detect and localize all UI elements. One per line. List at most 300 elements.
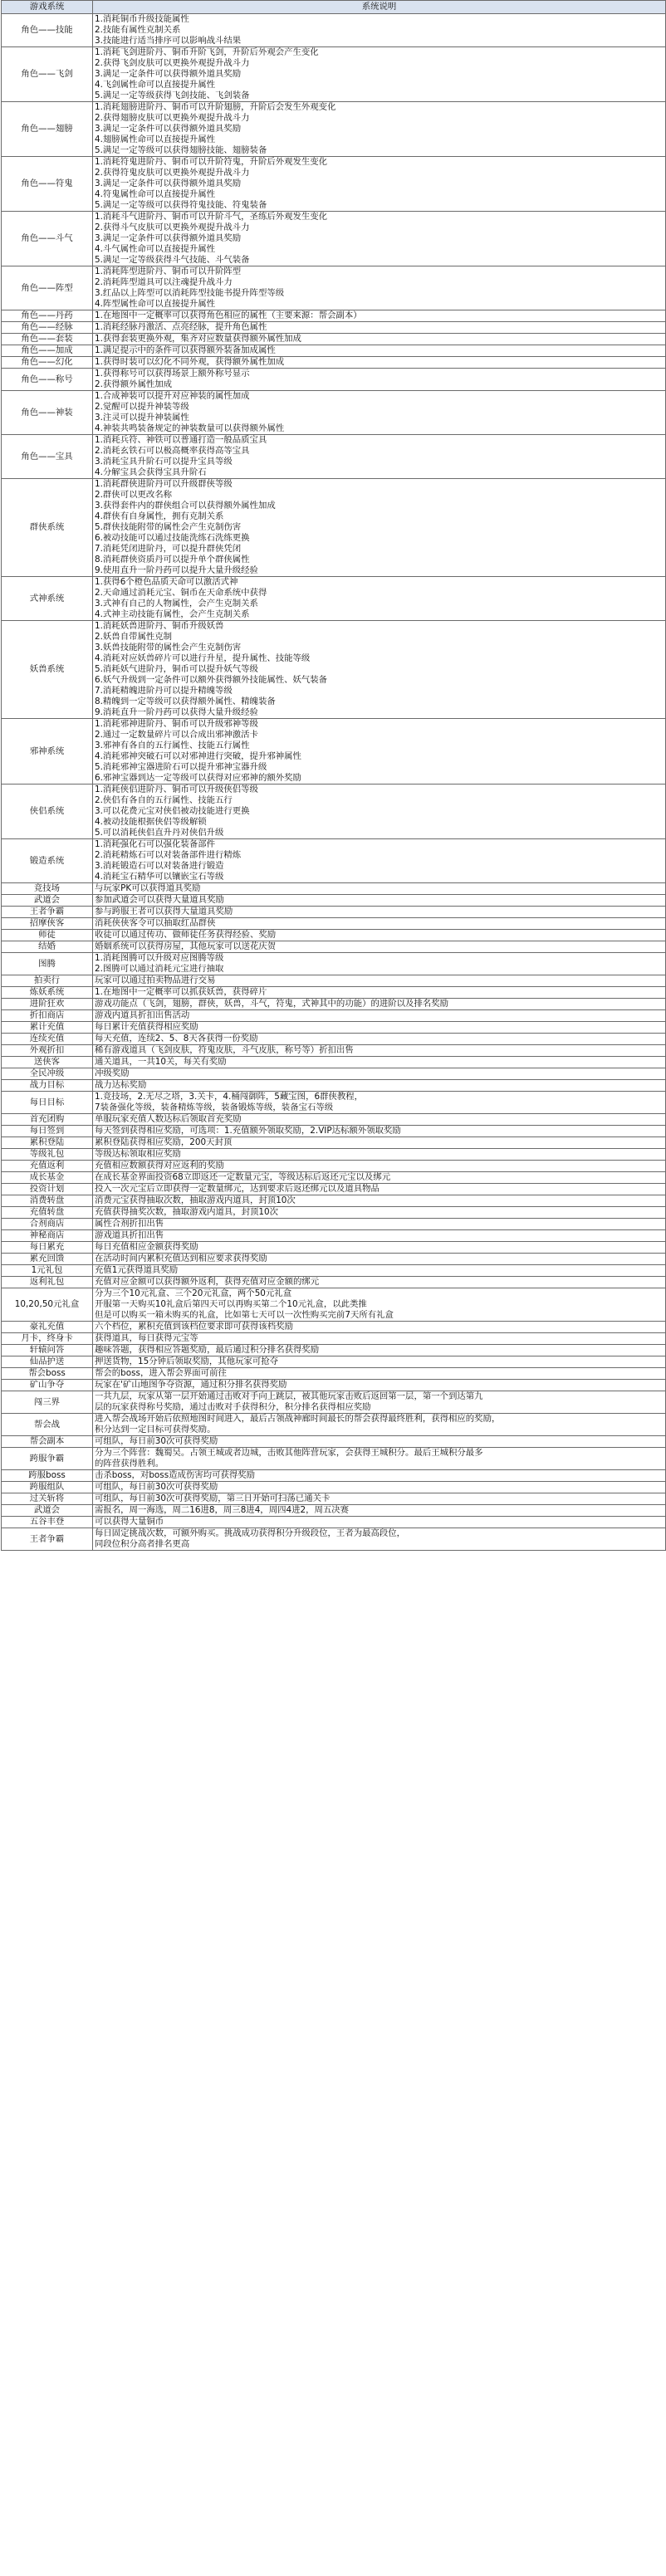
description-line: 3.满足一定条件可以获得额外道具奖励 [95, 178, 242, 188]
table-row [2, 1068, 666, 1080]
description-line: 1.消耗侠侣进阶丹、铜币可以升级侠侣等级 [95, 785, 258, 794]
description-line: 3.满足一定条件可以获得额外道具奖励 [95, 233, 242, 243]
description-line: 3.消耗宝具升阶石可以提升宝具等级 [95, 457, 233, 467]
description-line: 属性合剂折扣出售 [95, 1219, 164, 1229]
table-row [2, 1207, 666, 1219]
description-line: 4.神装共鸣装备规定的神装数量可以获得额外属性 [95, 423, 285, 433]
description-line: 1.消耗群侠进阶丹可以升级群侠等级 [95, 479, 233, 489]
table-row [2, 391, 666, 435]
description-line: 4.飞剑属性命可以直接提升属性 [95, 80, 215, 90]
system-name-cell: 群侠系统 [2, 479, 93, 577]
description-line: 3.可以花费元宝对侠侣被动技能进行更换 [95, 806, 250, 816]
table-row [2, 930, 666, 941]
system-description-cell [93, 930, 666, 941]
system-name-cell: 月卡，终身卡 [2, 1333, 93, 1345]
system-name-cell: 过关斩将 [2, 1493, 93, 1505]
system-description-cell [93, 975, 666, 987]
description-line: 稀有游戏道具（飞剑皮肤，符鬼皮肤，斗气皮肤，称号等）折扣出售 [95, 1045, 354, 1055]
table-row [2, 785, 666, 839]
system-description-cell [93, 1414, 666, 1436]
system-description-cell [93, 1265, 666, 1277]
system-name-cell: 侠侣系统 [2, 785, 93, 839]
description-line: 2.获得翅膀皮肤可以更换外观提升战斗力 [95, 113, 250, 123]
system-name-cell: 连续充值 [2, 1034, 93, 1045]
table-row [2, 1242, 666, 1254]
system-description-cell [93, 322, 666, 334]
system-description-cell [93, 1034, 666, 1045]
system-name-cell: 角色——翅膀 [2, 102, 93, 157]
system-description-cell [93, 1333, 666, 1345]
system-name-cell: 每日目标 [2, 1092, 93, 1114]
description-line: 1.获得称号可以获得场景上额外称号显示 [95, 369, 250, 379]
system-name-cell: 跨服boss [2, 1470, 93, 1482]
table-row [2, 1322, 666, 1333]
description-line: 1.消耗符鬼进阶丹、铜币可以升阶符鬼，升阶后外观发生变化 [95, 157, 328, 167]
description-line: 押送货物，15分钟后领取奖励，其他玩家可抢夺 [95, 1356, 279, 1366]
system-description-cell [93, 1080, 666, 1092]
description-line: 9.使用直升一阶丹药可以提升大量升级经验 [95, 565, 258, 575]
system-name-cell: 炼妖系统 [2, 987, 93, 999]
description-line: 同段位积分高者排名更高 [95, 1539, 190, 1549]
description-line: 可组队，每日前30次可获得奖励 [95, 1482, 218, 1492]
table-row [2, 357, 666, 369]
description-line: 4.斗气属性命可以直接提升属性 [95, 244, 215, 254]
description-line: 分为三个阵营：魏蜀吴。占领王城或者边城，击败其他阵营玩家，会获得王城积分。最后王城积分最多 [95, 1448, 483, 1458]
description-line: 分为三个10元礼盒、三个20元礼盒，两个50元礼盒 [95, 1288, 292, 1298]
description-line: 1.消耗阵型进阶丹、铜币可以升阶阵型 [95, 266, 242, 276]
description-line: 2.获得斗气皮肤可以更换外观提升战斗力 [95, 222, 250, 232]
system-description-cell [93, 1380, 666, 1391]
description-line: 在活动时间内累积充值达到相应要求获得奖励 [95, 1254, 267, 1264]
description-line: 3.满足一定条件可以获得额外道具奖励 [95, 69, 242, 79]
table-row [2, 1045, 666, 1057]
system-name-cell: 角色——称号 [2, 369, 93, 391]
description-line: 可组队，每日前30次可获得奖励 [95, 1436, 218, 1446]
description-line: 每天签到获得相应奖励，可选项：1.充值额外领取奖励，2.VIP达标额外领取奖励 [95, 1126, 401, 1136]
description-line: 1.消耗铜币升级技能属性 [95, 14, 189, 24]
system-description-cell [93, 1436, 666, 1448]
description-line: 每天充值，连续2、5、8天各获得一份奖励 [95, 1034, 258, 1044]
header-description: 系统说明 [93, 1, 666, 14]
description-line: 帮会的boss，进入帮会界面可前往 [95, 1368, 227, 1378]
description-line: 2.获得符鬼皮肤可以更换外观提升战斗力 [95, 168, 250, 178]
description-line: 3.消耗锻造石可以对装备进行锻造 [95, 861, 224, 871]
description-line: 进入帮会战场开始后依照地图时间进入，最后占领战神廊时间最长的帮会获得最终胜利，获得相应的奖励， [95, 1414, 501, 1424]
system-description-cell [93, 1184, 666, 1195]
system-description-cell [93, 212, 666, 266]
system-description-cell [93, 1161, 666, 1172]
description-line: 与玩家PK可以获得道具奖励 [95, 883, 201, 893]
system-name-cell: 角色——经脉 [2, 322, 93, 334]
table-row [2, 310, 666, 322]
description-line: 消费元宝获得抽取次数，抽取游戏内道具，封顶10次 [95, 1195, 296, 1205]
description-line: 8.消耗群侠资质丹可以提升单个群侠属性 [95, 555, 250, 565]
system-description-cell [93, 1368, 666, 1380]
table-row [2, 1368, 666, 1380]
system-description-cell [93, 391, 666, 435]
system-name-cell: 豪礼充值 [2, 1322, 93, 1333]
system-name-cell: 角色——技能 [2, 14, 93, 47]
system-name-cell: 角色——神装 [2, 391, 93, 435]
system-name-cell: 角色——飞剑 [2, 47, 93, 102]
description-line: 累积登陆获得相应奖励，200天封顶 [95, 1137, 233, 1147]
description-line: 冲级奖励 [95, 1068, 130, 1078]
description-line: 2.天命通过消耗元宝、铜币在天命系统中获得 [95, 588, 267, 598]
system-name-cell: 战力目标 [2, 1080, 93, 1092]
table-row [2, 334, 666, 345]
table-row [2, 621, 666, 719]
system-description-cell [93, 1137, 666, 1149]
system-name-cell: 1元礼包 [2, 1265, 93, 1277]
system-description-cell [93, 918, 666, 930]
system-name-cell: 角色——符鬼 [2, 157, 93, 212]
description-line: 2.通过一定数量碎片可以合成出邪神激活卡 [95, 730, 258, 740]
description-line: 可以获得大量铜币 [95, 1517, 164, 1527]
description-line: 等级达标领取相应奖励 [95, 1149, 181, 1159]
system-name-cell: 闯三界 [2, 1391, 93, 1414]
description-line: 3.红品以上阵型可以消耗阵型技能书提升阵型等级 [95, 288, 285, 298]
system-description-cell [93, 1195, 666, 1207]
description-line: 5.满足一定等级获得飞剑技能、飞剑装备 [95, 90, 250, 100]
description-line: 2.技能有属性克制关系 [95, 25, 181, 35]
description-line: 1.消耗斗气进阶丹、铜币可以升阶斗气，圣练后外观发生变化 [95, 212, 328, 222]
description-line: 单服玩家充值人数达标后领取首充奖励 [95, 1114, 242, 1124]
description-line: 4.消耗对应妖兽碎片可以进行升星，提升属性、技能等级 [95, 653, 311, 663]
description-line: 充值相应数额获得对应返利的奖励 [95, 1161, 224, 1171]
system-name-cell: 等级礼包 [2, 1149, 93, 1161]
description-line: 3.邪神有各自的五行属性、技能五行属性 [95, 741, 250, 750]
description-line: 在成长基金界面投资68立即返还一定数量元宝，等级达标后返还元宝以及绑元 [95, 1172, 391, 1182]
description-line: 一共九层，玩家从第一层开始通过击败对手向上跳层，被其他玩家击败后返回第一层，第一个到达第九 [95, 1391, 483, 1401]
system-description-cell [93, 1356, 666, 1368]
system-name-cell: 五谷丰登 [2, 1517, 93, 1528]
description-line: 2.觉醒可以提升神装等级 [95, 402, 189, 412]
description-line: 1.消耗飞剑进阶丹、铜币升阶飞剑，升阶后外观会产生变化 [95, 47, 319, 57]
table-row [2, 1126, 666, 1137]
description-line: 1.获得时装可以幻化不同外观，获得额外属性加成 [95, 357, 285, 367]
system-name-cell: 图腾 [2, 953, 93, 975]
system-description-cell [93, 999, 666, 1010]
description-line: 通关道具，一共10关，每关有奖励 [95, 1057, 227, 1067]
table-row [2, 1414, 666, 1436]
description-line: 玩家在'矿山地图争夺资源，通过积分排名获得奖励 [95, 1380, 287, 1390]
system-description-cell [93, 47, 666, 102]
system-name-cell: 首充团购 [2, 1114, 93, 1126]
description-line: 2.消耗精炼石可以对装备部件进行精炼 [95, 850, 242, 860]
system-name-cell: 角色——丹药 [2, 310, 93, 322]
system-description-cell [93, 907, 666, 918]
table-row [2, 1277, 666, 1288]
table-row [2, 1528, 666, 1551]
system-description-cell [93, 435, 666, 479]
system-name-cell: 每日签到 [2, 1126, 93, 1137]
description-line: 7.消耗凭闭进阶丹，可以提升群侠凭闭 [95, 544, 242, 554]
system-description-cell [93, 621, 666, 719]
description-line: 4.消耗邪神突破石可以对邪神进行突破，提升邪神属性 [95, 751, 301, 761]
table-row [2, 1380, 666, 1391]
description-line: 3.技能进行适当排序可以影响战斗结果 [95, 36, 242, 46]
description-line: 每日固定挑战次数，可额外购买。挑战成功获得积分升级段位，王者为最高段位， [95, 1528, 406, 1538]
system-name-cell: 式神系统 [2, 577, 93, 621]
system-name-cell: 10,20,50元礼盒 [2, 1288, 93, 1322]
description-line: 充值对应金额可以获得额外返利，获得充值对应金额的绑元 [95, 1277, 320, 1287]
table-row [2, 1195, 666, 1207]
table-row [2, 1517, 666, 1528]
table-row [2, 1493, 666, 1505]
table-row [2, 212, 666, 266]
system-description-cell [93, 1470, 666, 1482]
system-description-cell [93, 1045, 666, 1057]
system-name-cell: 仙品护送 [2, 1356, 93, 1368]
table-row [2, 266, 666, 310]
description-line: 1.消耗翅膀进阶丹、铜币可以升阶翅膀，升阶后会发生外观变化 [95, 102, 336, 112]
table-row [2, 895, 666, 907]
system-description-cell [93, 1172, 666, 1184]
system-description-cell [93, 895, 666, 907]
table-row [2, 14, 666, 47]
system-description-cell [93, 1482, 666, 1493]
table-row [2, 157, 666, 212]
table-row [2, 1436, 666, 1448]
description-line: 2.消耗阵型道具可以注魂提升战斗力 [95, 277, 233, 287]
system-name-cell: 武道会 [2, 1505, 93, 1517]
description-line: 4.消耗宝石精华可以镶嵌宝石等级 [95, 872, 224, 882]
table-row [2, 1137, 666, 1149]
table-row [2, 1333, 666, 1345]
system-name-cell: 邪神系统 [2, 719, 93, 785]
table-row [2, 1230, 666, 1242]
system-name-cell: 成长基金 [2, 1172, 93, 1184]
system-description-cell [93, 1493, 666, 1505]
table-row [2, 1022, 666, 1034]
system-description-cell [93, 1010, 666, 1022]
description-line: 1.在地图中一定概率可以获得角色相应的属性（主要来源：帮会副本） [95, 310, 362, 320]
system-description-cell [93, 479, 666, 577]
system-description-cell [93, 883, 666, 895]
table-row [2, 1034, 666, 1045]
description-line: 3.注灵可以提升神装属性 [95, 413, 189, 423]
description-line: 的阵营获得胜利。 [95, 1459, 164, 1469]
system-name-cell: 王者争霸 [2, 907, 93, 918]
table-row [2, 479, 666, 577]
description-line: 4.翅膀属性命可以直接提升属性 [95, 134, 215, 144]
system-description-cell [93, 334, 666, 345]
system-name-cell: 帮会boss [2, 1368, 93, 1380]
table-row [2, 1057, 666, 1068]
system-description-cell [93, 310, 666, 322]
description-line: 需报名，周一海选，周二16进8，周三8进4，周四4进2，周五决赛 [95, 1505, 350, 1515]
header-system: 游戏系统 [2, 1, 93, 14]
system-description-cell [93, 1126, 666, 1137]
system-name-cell: 累充回馈 [2, 1254, 93, 1265]
system-description-cell [93, 1022, 666, 1034]
description-line: 但是可以购买一箱未购买的礼盒，比如第七天可以一次性购买完前7天所有礼盒 [95, 1310, 394, 1320]
description-line: 1.消耗图腾可以升级对应图腾等级 [95, 953, 224, 963]
description-line: 1.合成神装可以提升对应神装的属性加成 [95, 391, 250, 401]
system-name-cell: 拍卖行 [2, 975, 93, 987]
description-line: 2.图腾可以通过消耗元宝进行抽取 [95, 964, 224, 974]
system-description-cell [93, 1068, 666, 1080]
system-name-cell: 师徒 [2, 930, 93, 941]
description-line: 6.妖气升级到一定条件可以额外获得额外技能属性、妖气装备 [95, 675, 328, 685]
system-name-cell: 帮会副本 [2, 1436, 93, 1448]
system-name-cell: 累积登陆 [2, 1137, 93, 1149]
description-line: 积分达到一定目标可获得奖励。 [95, 1425, 216, 1435]
description-line: 游戏内道具折扣出售活动 [95, 1010, 190, 1020]
description-line: 层的玩家获得称号奖励，通过击败对手获得积分，积分排名获得相应奖励 [95, 1402, 371, 1412]
system-name-cell: 角色——斗气 [2, 212, 93, 266]
system-description-cell [93, 1448, 666, 1470]
description-line: 婚姻系统可以获得房屋，其他玩家可以送花庆贺 [95, 941, 277, 951]
description-line: 3.式神有自己的人物属性，会产生克制关系 [95, 599, 258, 609]
description-line: 趣味答题，获得相应答题奖励，最后通过积分排名获得奖励 [95, 1345, 320, 1355]
system-description-cell [93, 1207, 666, 1219]
description-line: 获得道具，每日获得元宝等 [95, 1333, 198, 1343]
table-row [2, 1254, 666, 1265]
table-row [2, 918, 666, 930]
description-line: 6.被动技能可以通过技能洗练石洗练更换 [95, 533, 250, 543]
description-line: 2.群侠可以更改名称 [95, 490, 173, 500]
description-line: 2.获得飞剑皮肤可以更换外观提升战斗力 [95, 58, 250, 68]
system-name-cell: 角色——阵型 [2, 266, 93, 310]
system-description-cell [93, 157, 666, 212]
system-name-cell: 角色——套装 [2, 334, 93, 345]
system-description-cell [93, 266, 666, 310]
description-line: 充值获得抽奖次数，抽取游戏内道具，封顶10次 [95, 1207, 279, 1217]
description-line: 5.消耗邪神宝器进阶石可以提升邪神宝器升级 [95, 762, 267, 772]
system-name-cell: 折扣商店 [2, 1010, 93, 1022]
table-row [2, 975, 666, 987]
table-row [2, 719, 666, 785]
system-table [1, 0, 666, 1551]
system-name-cell: 累计充值 [2, 1022, 93, 1034]
table-row [2, 839, 666, 883]
table-row [2, 907, 666, 918]
description-line: 5.群侠技能附带的属性会产生克制伤害 [95, 522, 242, 532]
description-line: 2.消耗玄铁石可以极高概率获得高等宝具 [95, 446, 250, 456]
table-row [2, 1391, 666, 1414]
description-line: 4.分解宝具会获得宝具升阶石 [95, 467, 207, 477]
system-name-cell: 锻造系统 [2, 839, 93, 883]
system-description-cell [93, 1230, 666, 1242]
table-row [2, 999, 666, 1010]
system-description-cell [93, 1391, 666, 1414]
description-line: 游戏道具折扣出售 [95, 1230, 164, 1240]
system-name-cell: 招摩侠客 [2, 918, 93, 930]
system-description-cell [93, 1149, 666, 1161]
table-row [2, 1482, 666, 1493]
table-row [2, 1010, 666, 1022]
system-description-cell [93, 839, 666, 883]
table-row [2, 1470, 666, 1482]
table-row [2, 1356, 666, 1368]
system-description-cell [93, 1517, 666, 1528]
system-name-cell: 神秘商店 [2, 1230, 93, 1242]
system-description-cell [93, 1345, 666, 1356]
description-line: 投入一次元宝后立即获得一定数量绑元，达到要求后返还绑元以及道具物品 [95, 1184, 380, 1194]
table-row [2, 953, 666, 975]
description-line: 1.消耗强化石可以强化装备部件 [95, 839, 215, 849]
description-line: 2.妖兽自带属性克制 [95, 632, 173, 642]
system-description-cell [93, 953, 666, 975]
description-line: 2.侠侣有各自的五行属性、技能五行 [95, 795, 233, 805]
description-line: 1.消耗邪神进阶丹、铜币可以升级邪神等级 [95, 719, 258, 729]
description-line: 六个档位，累积充值到该档位要求即可获得该档奖励 [95, 1322, 293, 1332]
description-line: 5.满足一定等级可以获得翅膀技能、翅膀装备 [95, 145, 267, 155]
system-description-cell [93, 1505, 666, 1517]
description-line: 9.消耗直升一阶丹药可以获得大量升级经验 [95, 707, 258, 717]
system-description-cell [93, 14, 666, 47]
system-name-cell: 结婚 [2, 941, 93, 953]
table-row [2, 1265, 666, 1277]
table-row [2, 322, 666, 334]
description-line: 7.消耗精魄进阶丹可以提升精魄等级 [95, 686, 233, 696]
system-name-cell: 轩辕问答 [2, 1345, 93, 1356]
description-line: 击杀boss，对boss造成伤害均可获得奖励 [95, 1470, 256, 1480]
system-description-cell [93, 1219, 666, 1230]
system-description-cell [93, 1322, 666, 1333]
description-line: 1.竞技场，2.无尽之塔，3.关卡，4.桶闯御阵，5藏宝图，6群侠教程， [95, 1092, 364, 1102]
table-row [2, 345, 666, 357]
system-name-cell: 角色——幻化 [2, 357, 93, 369]
description-line: 开服第一天购买10礼盒后第四天可以再购买第二个10元礼盒，以此类推 [95, 1299, 367, 1309]
description-line: 4.式神主动技能有属性，会产生克制关系 [95, 609, 250, 619]
description-line: 2.获得额外属性加成 [95, 379, 173, 389]
table-row [2, 1219, 666, 1230]
description-line: 4.符鬼属性命可以直接提升属性 [95, 189, 215, 199]
table-body [2, 14, 666, 1551]
table-row [2, 1345, 666, 1356]
description-line: 1.消耗兵符、神铁可以普通打造一般品质宝具 [95, 435, 267, 445]
description-line: 5.可以消耗侠侣直升丹对侠侣升级 [95, 828, 224, 838]
table-row [2, 883, 666, 895]
system-description-cell [93, 1277, 666, 1288]
description-line: 1.满足提示中的条件可以获得额外装备加成属性 [95, 345, 276, 355]
system-description-cell [93, 357, 666, 369]
description-line: 4.阵型属性命可以直接提升属性 [95, 299, 215, 309]
description-line: 参与跨服王者可以获得大量道具奖励 [95, 907, 233, 917]
system-description-cell [93, 785, 666, 839]
header-row [2, 1, 666, 14]
description-line: 1.获得6个橙色品质天命可以激活式神 [95, 577, 238, 587]
system-name-cell: 跨服组队 [2, 1482, 93, 1493]
description-line: 5.满足一定等级获得斗气技能、斗气装备 [95, 255, 250, 265]
table-row [2, 1172, 666, 1184]
description-line: 1.获得套装更换外观，集齐对应数量获得额外属性加成 [95, 334, 301, 344]
description-line: 8.精魄到一定等级可以获得额外属性、精魄装备 [95, 697, 276, 706]
table-row [2, 1505, 666, 1517]
system-description-cell [93, 941, 666, 953]
system-name-cell: 消费转盘 [2, 1195, 93, 1207]
system-name-cell: 角色——宝具 [2, 435, 93, 479]
system-name-cell: 竞技场 [2, 883, 93, 895]
system-name-cell: 充值转盘 [2, 1207, 93, 1219]
description-line: 5.消耗妖气进阶丹，铜币可以提升妖气等级 [95, 664, 258, 674]
system-name-cell: 送侠客 [2, 1057, 93, 1068]
description-line: 每日累计充值获得相应奖励 [95, 1022, 198, 1032]
system-description-cell [93, 1057, 666, 1068]
system-name-cell: 武道会 [2, 895, 93, 907]
description-line: 玩家可以通过拍卖物品进行交易 [95, 975, 216, 985]
system-description-cell [93, 1288, 666, 1322]
description-line: 4.被动技能根据侠侣等级解锁 [95, 817, 207, 827]
description-line: 6.邪神宝器到达一定等级可以获得对应邪神的额外奖励 [95, 773, 301, 783]
system-description-cell [93, 1242, 666, 1254]
system-name-cell: 跨服争霸 [2, 1448, 93, 1470]
system-name-cell: 合剂商店 [2, 1219, 93, 1230]
description-line: 1.消耗经脉丹激活、点亮经脉，提升角色属性 [95, 322, 267, 332]
description-line: 收徒可以通过传功、做师徒任务获得经验、奖励 [95, 930, 277, 940]
